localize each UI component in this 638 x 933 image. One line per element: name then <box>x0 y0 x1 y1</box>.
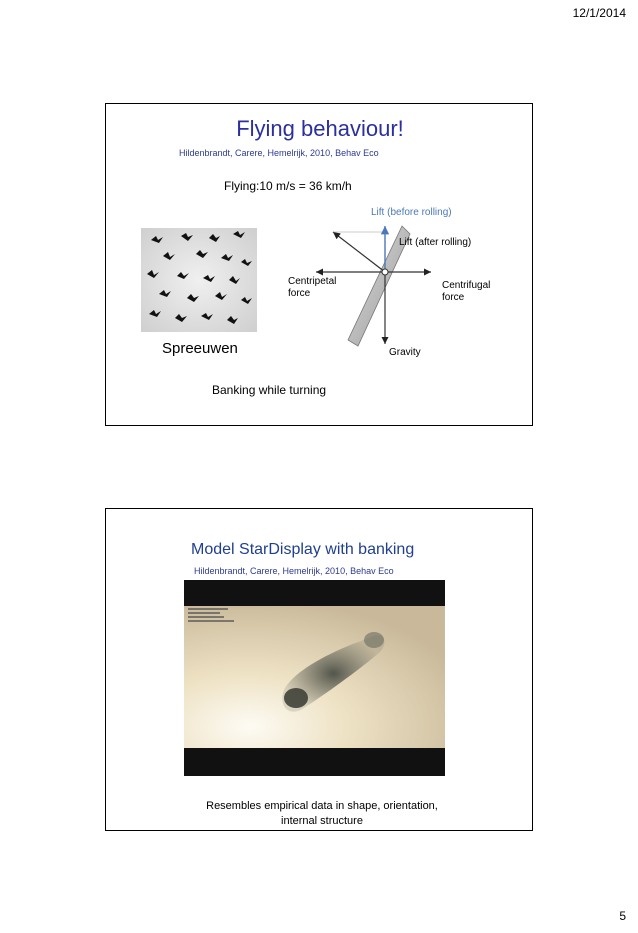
citation: Hildenbrandt, Carere, Hemelrijk, 2010, Behav Eco <box>194 566 394 576</box>
page-number: 5 <box>619 909 626 923</box>
citation: Hildenbrandt, Carere, Hemelrijk, 2010, Behav Eco <box>179 148 379 158</box>
lift-before-label: Lift (before rolling) <box>371 207 452 218</box>
slide-title: Model StarDisplay with banking <box>191 541 415 558</box>
slide-title: Flying behaviour! <box>236 116 404 141</box>
centripetal-label-2: force <box>288 288 311 299</box>
slide-caption: Banking while turning <box>212 383 327 397</box>
centrifugal-label-1: Centrifugal <box>442 280 491 291</box>
centrifugal-label-2: force <box>442 292 465 303</box>
slide-caption <box>180 799 464 829</box>
gravity-label: Gravity <box>389 347 421 358</box>
date: 12/1/2014 <box>572 6 626 20</box>
starlings-photo <box>141 228 257 332</box>
caption-line-2: internal structure <box>281 815 363 827</box>
lift-after-label: Lift (after rolling) <box>399 237 472 248</box>
centripetal-label-1: Centripetal <box>288 276 337 287</box>
caption-line-1: Resembles empirical data in shape, orientation, <box>206 800 438 812</box>
slide-model-stardisplay <box>105 508 533 831</box>
simulation-screenshot <box>184 580 445 776</box>
slide-flying-behaviour <box>105 103 533 426</box>
photo-label: Spreeuwen <box>162 340 238 357</box>
speed-text: Flying:10 m/s = 36 km/h <box>224 179 352 193</box>
